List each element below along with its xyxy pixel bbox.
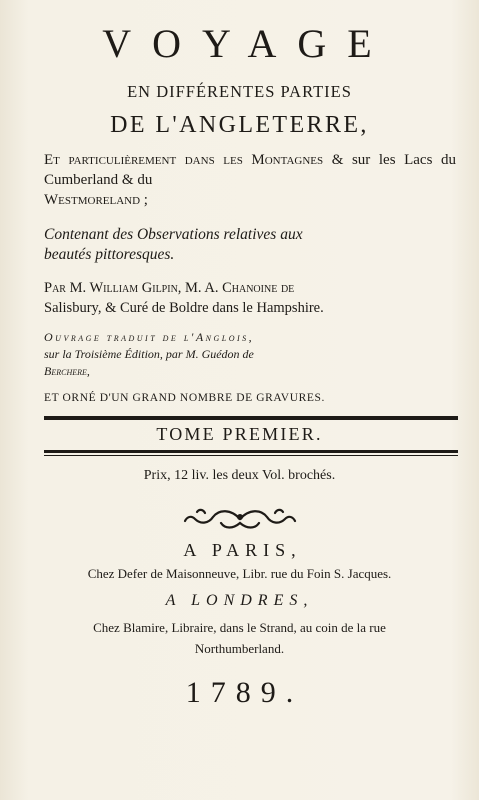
translation-line-3: Berchere,: [44, 364, 90, 378]
publisher-london-cont: Northumberland.: [194, 641, 285, 656]
description-line-1: Et particulièrement dans les Montagnes: [44, 152, 324, 168]
description: [44, 150, 456, 210]
book-title: VOYAGE: [102, 21, 393, 66]
fleuron-ornament-icon: [181, 505, 299, 531]
translation-line-1: Ouvrage traduit de l'Anglois,: [44, 330, 255, 344]
description-line-2: & sur les Lacs du Cumberland & du: [44, 152, 456, 188]
top-rule: [44, 414, 458, 420]
translation-line-2: sur la Troisième Édition, par M. Guédon de: [44, 347, 254, 361]
city-london: A LONDRES,: [165, 592, 314, 609]
publication-year: 1789.: [185, 676, 304, 709]
author-line-1: Par M. William Gilpin, M. A. Chanoine de: [44, 280, 295, 296]
price-note: Prix, 12 liv. les deux Vol. brochés.: [143, 468, 336, 483]
subtitle-line-1: EN DIFFÉRENTES PARTIES: [127, 82, 352, 101]
author: [44, 278, 456, 318]
contents-line-2: beautés pittoresques.: [44, 246, 175, 263]
publisher-london: Chez Blamire, Libraire, dans le Strand, au coin de la rue: [93, 620, 386, 635]
translation-note: [44, 329, 456, 380]
subtitle-line-2: DE L'ANGLETERRE,: [110, 112, 369, 138]
city-paris: A PARIS,: [183, 540, 302, 560]
volume-label: TOME PREMIER.: [156, 424, 323, 444]
contents-line-1: Contenant des Observations relatives aux: [44, 226, 303, 243]
author-line-2: Salisbury, & Curé de Boldre dans le Hampshire.: [44, 300, 324, 316]
bottom-rule: [44, 450, 458, 456]
publisher-paris: Chez Defer de Maisonneuve, Libr. rue du Foin S. Jacques.: [87, 566, 392, 581]
contents-note: [44, 225, 456, 265]
engravings-note: ET ORNÉ D'UN GRAND NOMBRE DE GRAVURES.: [44, 392, 325, 404]
description-line-3: Westmoreland ;: [44, 192, 148, 208]
